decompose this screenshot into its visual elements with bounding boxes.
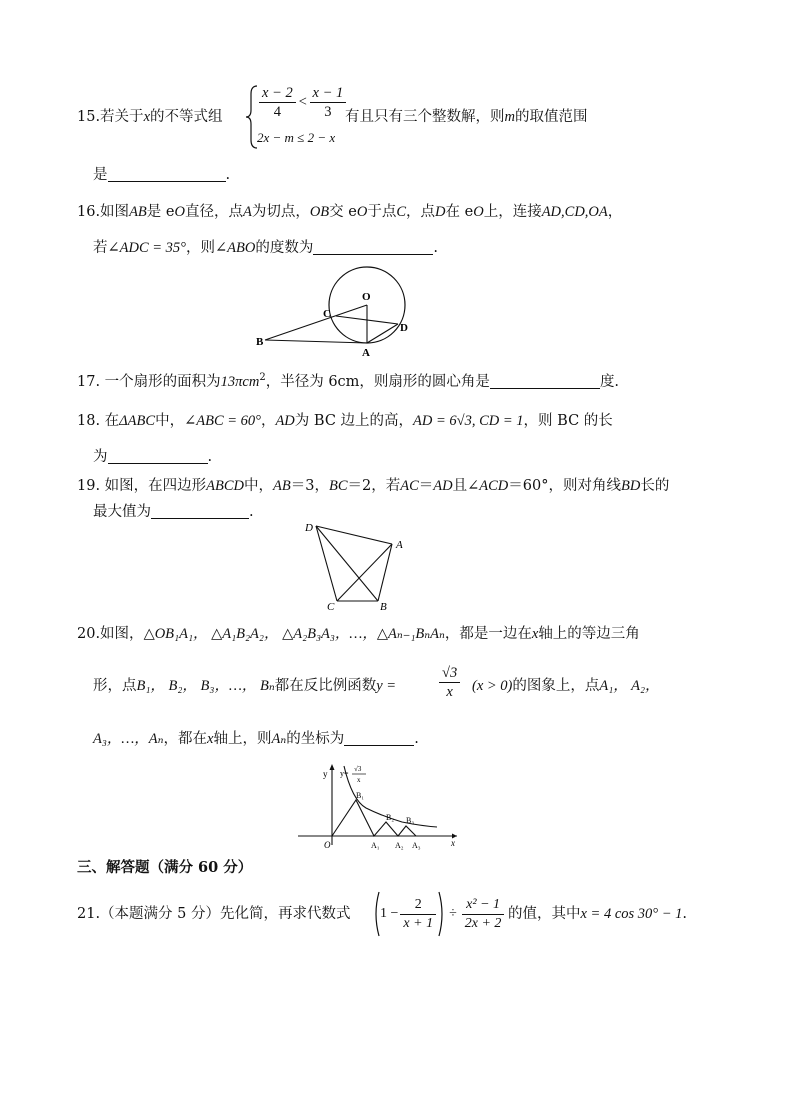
q15-ineq1: $\frac{x - 2}{4}$ < $\frac{x - 1}{3}$ [257,84,348,121]
section-3-title: 三、解答题（满分 60 分） [77,859,253,876]
label-B: B [256,336,264,348]
q16-line2: 若∠ADC = 35°，则∠ABO的度数为 . [93,240,438,256]
label-O: O [324,840,331,850]
q15-line1: 15.若关于x的不等式组 [77,109,223,125]
q20-line3: A₃，…，Aₙ，都在x轴上，则Aₙ的坐标为 . [93,731,419,747]
q15-line1-tail: 有且只有三个整数解，则m的取值范围 [345,109,588,125]
q21-expression: 1 − $\frac{2}{x + 1}$ ÷ $\frac{\text{x² − 1}}{2x + 2}$ [372,890,506,938]
label-A3: A₃ [412,841,421,850]
label-B3: B₃ [406,816,415,825]
label-B2: B₂ [386,813,395,822]
q18-answer-blank[interactable] [108,447,208,464]
label-B: B [380,601,387,613]
q16-figure [250,265,420,360]
q16-answer-blank[interactable] [313,238,433,255]
label-O: O [362,291,371,303]
q19-line2: 最大值为 . [93,504,254,520]
label-B1: B₁ [356,791,365,800]
q20-line2-tail: (x > 0)的图象上，点A₁， A₂， [472,678,660,694]
label-D: D [400,322,408,334]
label-C: C [327,601,335,613]
q15-system [245,84,344,150]
q21-line: 21.（本题满分 5 分）先化简，再求代数式 [77,906,351,922]
label-func: y= [340,769,349,778]
q20-line2: 形，点B₁， B₂， B₃，…， Bₙ都在反比例函数y = [93,678,397,694]
q19-line1: 19. 如图，在四边形ABCD中，AB＝3，BC＝2，若AC＝AD且∠ACD＝60°，则对角线BD长的 [77,478,670,494]
q15-line2: 是 . [93,167,231,183]
label-C: C [323,308,331,320]
q15-answer-blank[interactable] [108,165,226,182]
label-D: D [305,522,313,534]
q20-figure [292,760,467,850]
q20-function-fraction: $\frac{√3}{x}$ [437,664,462,701]
q20-answer-blank[interactable] [344,729,414,746]
label-x: x [451,838,455,848]
right-paren-icon [438,890,446,938]
label-y: y [323,769,328,779]
q16-line1: 16.如图AB是 eO直径，点A为切点，OB交 eO于点C，点D在 eO上，连接AD,CD,OA， [77,204,623,220]
q15-ineq2: 2x − m ≤ 2 − x [257,130,336,145]
label-A1: A₁ [371,841,380,850]
q19-answer-blank[interactable] [151,502,249,519]
left-paren-icon [372,890,380,938]
q17-line: 17. 一个扇形的面积为13πcm$^2$，半径为 6cm，则扇形的圆心角是 度. [77,372,620,390]
label-func-num: √3 [354,765,362,773]
q19-figure [300,518,410,613]
label-A: A [362,347,370,359]
label-func-den: x [357,776,361,784]
label-A: A [396,539,403,551]
q20-line1: 20.如图，△OB₁A₁， △A₁B₂A₂， △A₂B₃A₃，…，△Aₙ₋₁BₙAₙ，都是一边在x轴上的等边三角 [77,626,640,642]
q18-line1: 18. 在ΔABC中，∠ABC = 60°，AD为 BC 边上的高，AD = 6√3, CD = 1，则 BC 的长 [77,413,613,429]
q17-answer-blank[interactable] [490,372,600,389]
q18-line2: 为 . [93,449,213,465]
q21-tail: 的值，其中x = 4 cos 30° − 1. [508,906,687,922]
label-A2: A₂ [395,841,404,850]
